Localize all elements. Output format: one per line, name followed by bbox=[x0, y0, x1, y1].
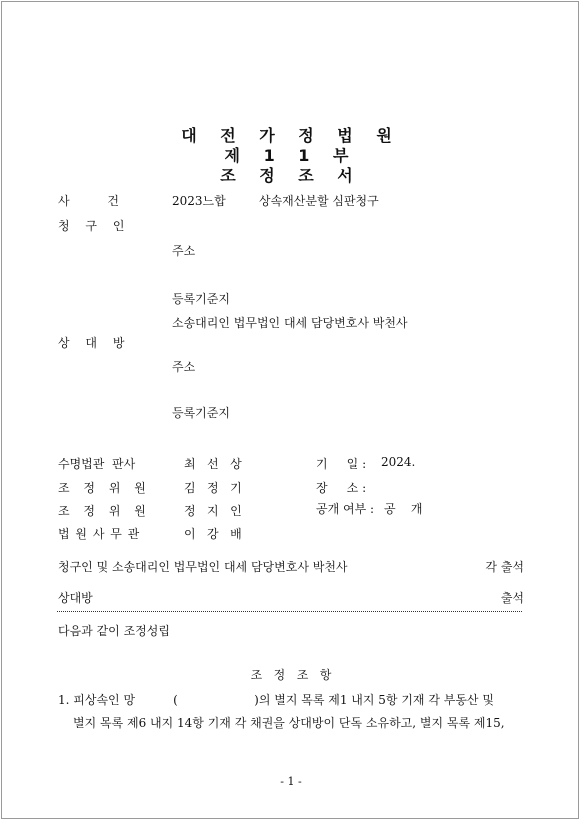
attendance-party: 청구인 및 소송대리인 법무법인 대세 담당변호사 박천사 bbox=[58, 560, 348, 574]
official-role: 법 원 사 무 관 bbox=[58, 527, 141, 541]
claimant-representative: 소송대리인 법무법인 대세 담당변호사 박천사 bbox=[172, 316, 408, 330]
court-name: 대 전 가 정 법 원 bbox=[181, 126, 401, 145]
attendance-status: 각 출석 bbox=[485, 560, 524, 574]
date-label: 기 일 : bbox=[316, 457, 367, 471]
official-name: 정 지 인 bbox=[184, 504, 242, 518]
date-value: 2024. bbox=[381, 455, 416, 469]
attendance-status: 출석 bbox=[500, 591, 524, 605]
public-value: 공 개 bbox=[384, 502, 423, 516]
official-name: 김 정 기 bbox=[184, 481, 242, 495]
settlement-result: 다음과 같이 조정성립 bbox=[58, 624, 170, 638]
case-label: 사 건 bbox=[58, 194, 119, 208]
respondent-label: 상 대 방 bbox=[58, 336, 125, 350]
claimant-label: 청 구 인 bbox=[58, 219, 125, 233]
claimant-address-label: 주소 bbox=[172, 244, 196, 258]
place-label: 장 소 : bbox=[316, 481, 367, 495]
public-label: 공개 여부 : bbox=[316, 502, 375, 516]
division-name: 제 1 1 부 bbox=[224, 146, 358, 165]
page-number: - 1 - bbox=[280, 775, 302, 788]
official-role: 조 정 위 원 bbox=[58, 504, 151, 518]
official-role: 수명법관 판사 bbox=[58, 457, 136, 471]
case-number: 2023느합 bbox=[172, 194, 226, 208]
respondent-registered-label: 등록기준지 bbox=[172, 406, 230, 420]
claimant-registered-label: 등록기준지 bbox=[172, 292, 230, 306]
terms-item-line: 별지 목록 제6 내지 14항 기재 각 채권을 상대방이 단독 소유하고, 별지 목록 제15, bbox=[73, 716, 505, 730]
terms-heading: 조 정 조 항 bbox=[250, 668, 332, 682]
official-name: 이 강 배 bbox=[184, 527, 242, 541]
terms-item-line: 1. 피상속인 망 ( )의 별지 목록 제1 내지 5항 기재 각 부동산 및 bbox=[58, 693, 494, 707]
official-role: 조 정 위 원 bbox=[58, 481, 151, 495]
divider bbox=[57, 611, 522, 612]
official-name: 최 선 상 bbox=[184, 457, 242, 471]
respondent-address-label: 주소 bbox=[172, 360, 196, 374]
case-name: 상속재산분할 심판청구 bbox=[259, 194, 379, 208]
document-title: 조 정 조 서 bbox=[220, 166, 362, 185]
attendance-party: 상대방 bbox=[58, 591, 93, 605]
